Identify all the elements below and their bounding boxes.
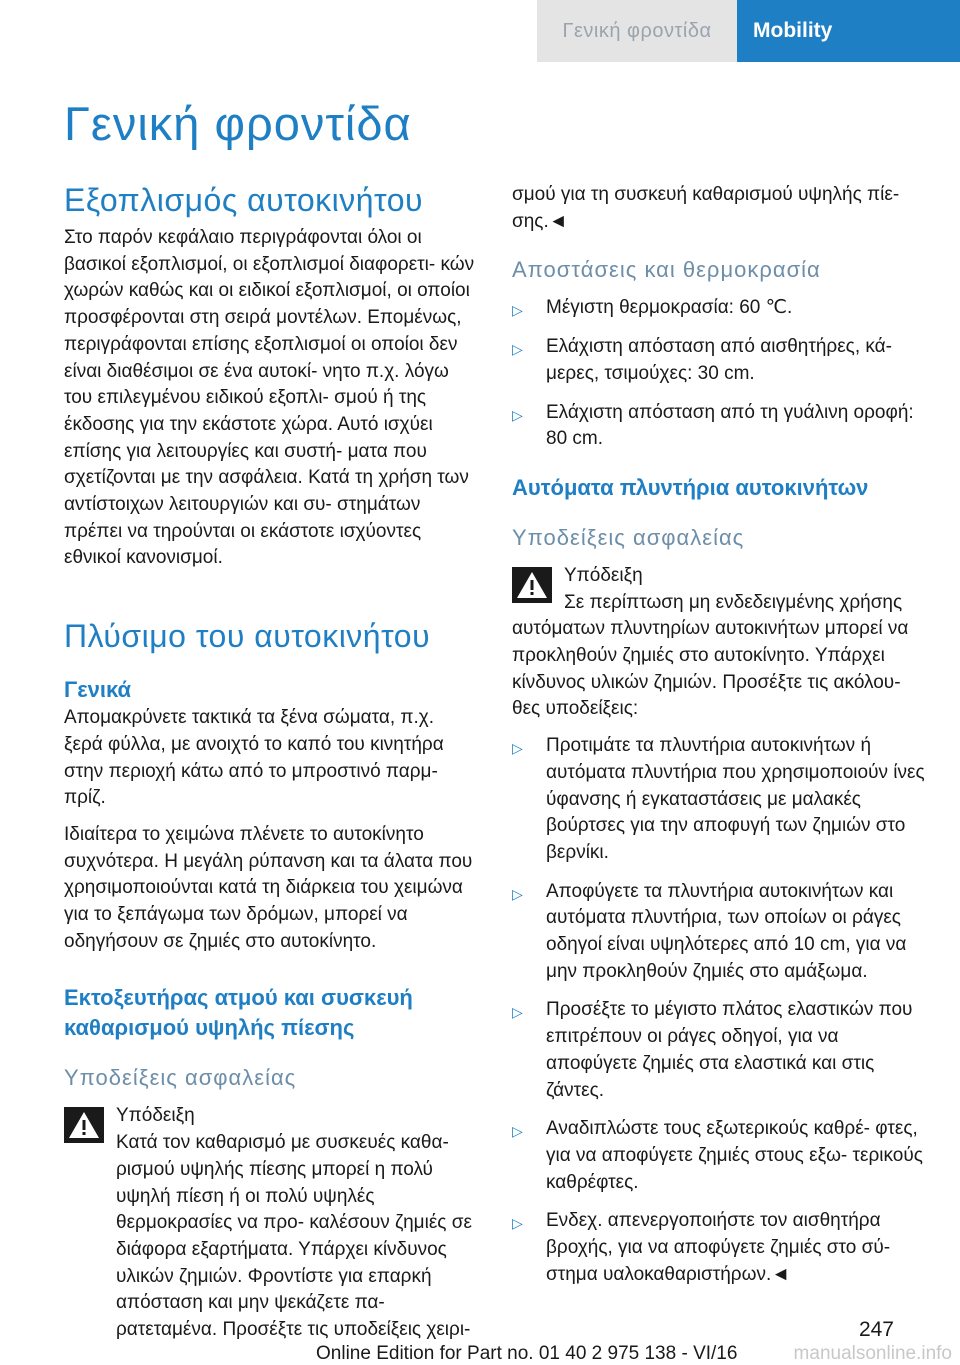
list-item: ▷ Ελάχιστη απόσταση από τη γυάλινη οροφή: 80 cm. [512, 401, 914, 450]
car-wash-heading: Αυτόματα πλυντήρια αυτοκινήτων [512, 474, 869, 500]
steam-warning-continued: σμού για τη συσκευή καθαρισμού υψηλής πίε- σης.◄ [512, 184, 900, 232]
bullet-triangle-icon: ▷ [512, 302, 523, 319]
distances-heading: Αποστάσεις και θερμοκρασία [512, 257, 821, 283]
general-paragraph-2: Ιδιαίτερα το χειμώνα πλένετε το αυτοκίνητο συχνότερα. Η μεγάλη ρύπανση και τα άλατα που χρησιμοποιούνται κατά τη διάρκεια του χειμώνα για το ξεπάγωμα των δρόμων, μπορεί να οδηγήσουν σε ζημιές στο αυτοκίνητο. [64, 823, 473, 952]
list-item: ▷ Μέγιστη θερμοκρασία: 60 ℃. [512, 295, 928, 322]
car-wash-warning-title: Υπόδειξη [564, 564, 643, 586]
list-item: ▷ Προτιμάτε τα πλυντήρια αυτοκινήτων ή αυτόματα πλυντήρια που χρησιμοποιούν ίνες ύφανσης ή εγκαταστάσεις με μαλακές βούρτσες για την αποφυγή των ζημιών στο βερνίκι. [512, 735, 925, 863]
general-paragraph-1: Απομακρύνετε τακτικά τα ξένα σώματα, π.χ. ξερά φύλλα, με ανοιχτό το καπό του κινητήρα στην περιοχή κάτω από το μπροστινό παρμ- πρίζ. [64, 707, 444, 809]
distances-list [512, 295, 928, 453]
bullet-triangle-icon: ▷ [512, 740, 523, 757]
footer-edition: Online Edition for Part no. 01 40 2 975 138 - VI/16 [316, 1343, 738, 1364]
steam-warning-text: Κατά τον καθαρισμό με συσκευές καθα- ρισμού υψηλής πίεσης μπορεί η πολύ υψηλή πίεση ή οι πολύ υψηλές θερμοκρασίες να προ- καλέσουν ζημιές σε διάφορα εξαρτήματα. Υπάρχει κίνδυνος υλικών ζημιών. Φροντίστε για επαρκή απόσταση και μην ψεκάζετε πα- ρατεταμένα. Προσέξτε τις υποδείξεις χειρι- [116, 1132, 472, 1341]
right-column [512, 182, 928, 1301]
steam-safety-heading: Υποδείξεις ασφαλείας [64, 1065, 297, 1091]
bullet-triangle-icon: ▷ [512, 1004, 523, 1021]
car-wash-warning-text: αυτόματων πλυντηρίων αυτοκινήτων μπορεί να προκληθούν ζημιές στο αυτοκίνητο. Υπάρχει κίνδυνος υλικών ζημιών. Προσέξτε τις ακόλου- θες υποδείξεις: [512, 618, 909, 720]
steam-cleaner-heading: Εκτοξευτήρας ατμού και συσκευή καθαρισμού υψηλής πίεσης [64, 985, 413, 1041]
steam-warning [64, 1103, 478, 1343]
left-column [64, 182, 478, 1344]
car-wash-warning-first-line: Σε περίπτωση μη ενδεδειγμένης χρήσης [564, 591, 903, 613]
bullet-triangle-icon: ▷ [512, 406, 523, 423]
warning-icon [64, 1107, 104, 1143]
equipment-text: Στο παρόν κεφάλαιο περιγράφονται όλοι οι βασικοί εξοπλισμοί, οι εξοπλισμοί διαφορετι- κών χωρών καθώς και οι ειδικοί εξοπλισμοί, οι οποίοι προσφέρονται στη σειρά μοντέλων. Επομένως, περιγράφονται επίσης εξοπλισμοί οι οποίοι δεν είναι διαθέσιμοι σε ένα αυτοκί- νητο π.χ. λόγω του επιλεγμένου ειδικού εξοπλι- σμού ή της έκδοσης για την εκάστοτε χώρα. Αυτό ισχύει επίσης για λειτουργίες και συστή- ματα που σχετίζονται με την ασφάλεια. Κατά τη χρήση των αντίστοιχων λειτουργιών και συ- στημάτων πρέπει να τηρούνται οι εκάστοτε ισχύοντες εθνικοί κανονισμοί. [64, 227, 475, 569]
steam-warning-title: Υπόδειξη [116, 1105, 195, 1127]
equipment-heading: Εξοπλισμός αυτοκινήτου [64, 182, 424, 218]
washing-heading: Πλύσιμο του αυτοκινήτου [64, 618, 431, 655]
general-heading: Γενικά [64, 677, 132, 703]
warning-icon [512, 567, 552, 603]
bullet-triangle-icon: ▷ [512, 1123, 523, 1140]
list-item: ▷ Ελάχιστη απόσταση από αισθητήρες, κά- μερες, τσιμούχες: 30 cm. [512, 336, 892, 384]
list-item: ▷ Προσέξτε το μέγιστο πλάτος ελαστικών που επιτρέπουν οι ράγες οδηγοί, για να αποφύγετε ζημιές στα ελαστικά και στις ζάντες. [512, 999, 913, 1101]
footer-watermark: manualsonline.info [793, 1343, 952, 1364]
page-title: Γενική φροντίδα [64, 97, 412, 150]
page-number: 247 [858, 1318, 894, 1341]
list-item: ▷ Αποφύγετε τα πλυντήρια αυτοκινήτων και αυτόματα πλυντήρια, των οποίων οι ράγες οδηγοί είναι υψηλότερες από 10 cm, για να μην προκληθούν ζημιές στο αμάξωμα. [512, 880, 907, 982]
list-item: ▷ Αναδιπλώστε τους εξωτερικούς καθρέ- φτες, για να αποφύγετε ζημιές στους εξω- τερικούς καθρέφτες. [512, 1118, 923, 1193]
bullet-triangle-icon: ▷ [512, 341, 523, 358]
list-item: ▷ Ενδεχ. απενεργοποιήστε τον αισθητήρα βροχής, για να αποφύγετε ζημιές στο σύ- στημα υαλοκαθαριστήρων.◄ [512, 1210, 891, 1285]
tab-mobility[interactable]: Mobility [737, 0, 960, 62]
tab-general-care[interactable]: Γενική φροντίδα [537, 0, 737, 62]
bullet-triangle-icon: ▷ [512, 1215, 523, 1232]
car-wash-warning [512, 563, 928, 723]
header-tabs [537, 0, 960, 62]
bullet-triangle-icon: ▷ [512, 885, 523, 902]
car-wash-safety-heading: Υποδείξεις ασφαλείας [512, 524, 745, 550]
car-wash-list [512, 733, 928, 1288]
